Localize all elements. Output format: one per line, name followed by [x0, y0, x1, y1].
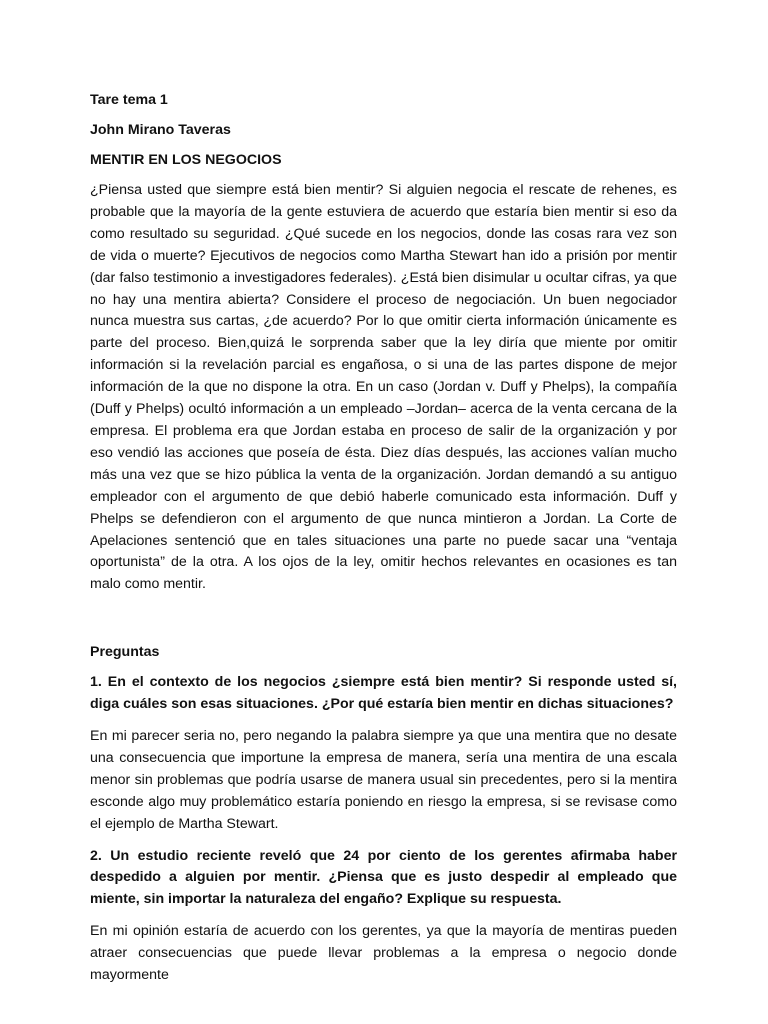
- answer-2: En mi opinión estaría de acuerdo con los gerentes, ya que la mayoría de mentiras pueden atraer consecuencias que puede llevar problemas a la empresa o negocio donde mayormente: [90, 923, 677, 984]
- questions-heading: Preguntas: [90, 644, 160, 661]
- document-title: MENTIR EN LOS NEGOCIOS: [90, 152, 282, 168]
- question-1: 1. En el contexto de los negocios ¿siempre está bien mentir? Si responde usted sí, diga cuáles son esas situaciones. ¿Por qué estaría bien mentir en dichas situaciones?: [90, 674, 677, 713]
- body-paragraph: ¿Piensa usted que siempre está bien mentir? Si alguien negocia el rescate de rehenes, es probable que la mayoría de la gente estuviera de acuerdo que estaría bien mentir si eso da como resultado su seguridad. ¿Qué sucede en los negocios, donde las cosas rara vez son de vida o muerte? Ejecutivos de negocios como Martha Stewart han ido a prisión por mentir (dar falso testimonio a investigadores federales). ¿Está bien disimular u ocultar cifras, ya que no hay una mentira abierta? Considere el proceso de negociación. Un buen negociador nunca muestra sus cartas, ¿de acuerdo? Por lo que omitir cierta información únicamente es parte del proceso. Bien,quizá le sorprenda saber que la ley diría que miente por omitir información si la revelación parcial es engañosa, o si una de las partes dispone de mejor información de la que no dispone la otra. En un caso (Jordan v. Duff y Phelps), la compañía (Duff y Phelps) ocultó información a un empleado –Jordan– acerca de la venta cercana de la empresa. El problema era que Jordan estaba en proceso de salir de la organización y por eso vendió las acciones que poseía de ésta. Diez días después, las acciones valían mucho más una vez que se hizo pública la venta de la organización. Jordan demandó a su antiguo empleador con el argumento de que debió haberle comunicado esta información. Duff y Phelps se defendieron con el argumento de que nunca mintieron a Jordan. La Corte de Apelaciones sentenció que en tales situaciones una parte no puede sacar una “ventaja oportunista” de la otra. A los ojos de la ley, omitir hechos relevantes en ocasiones es tan malo como mentir.: [90, 182, 677, 593]
- task-label: Tare tema 1: [90, 92, 168, 108]
- answer-1: En mi parecer seria no, pero negando la palabra siempre ya que una mentira que no desate una consecuencia que importune la empresa de manera, sería una mentira de una escala menor sin problemas que podría usarse de manera usual sin precedentes, pero si la mentira esconde algo muy problemático estaría poniendo en riesgo la empresa, si se revisase como el ejemplo de Martha Stewart.: [90, 728, 677, 832]
- section-spacer: [90, 606, 677, 642]
- document-page: [90, 90, 677, 997]
- question-2: 2. Un estudio reciente reveló que 24 por ciento de los gerentes afirmaba haber despedido a alguien por mentir. ¿Piensa que es justo despedir al empleado que miente, sin importar la naturaleza del engaño? Explique su respuesta.: [90, 847, 677, 908]
- author-name: John Mirano Taveras: [90, 122, 231, 138]
